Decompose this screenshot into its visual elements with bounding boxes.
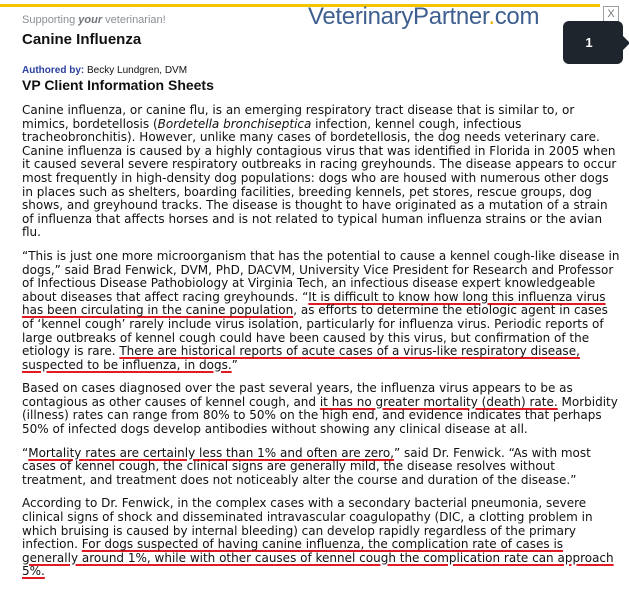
tagline-suffix: veterinarian! [102,14,166,26]
p2-text-b: , as efforts to determine the etiologic agent in cases of ‘kennel cough’ rarely include virus isolation, particularly for influenza virus. Periodic reports of large outbreaks of kennel cough could have been caused by this virus, but confirmation of the etiology is rare. [22,303,608,359]
p1-italic-species: Bordetella bronchiseptica [157,116,312,131]
site-header [0,0,629,30]
page-number-badge [563,21,623,64]
p2-text-a: “This is just one more microorganism that has the potential to cause a kennel cough-like disease in dogs,” said Brad Fenwick, DVM, PhD, DACVM, University Vice President for Research and Professor of Infectious Disease Pathobiology at Virginia Tech, an infectious disease expert knowledgeable about diseases that affect racing greyhounds. “ [22,248,620,304]
p2-text-c: ” [231,357,238,372]
paragraph-3 [22,382,622,436]
paragraph-4 [22,447,622,488]
author-label: Authored by: [22,65,85,76]
brand-name: VeterinaryPartner [308,3,489,30]
p5-highlight: For dogs suspected of having canine influenza, the complication rate of cases is generally around 1%, while with other causes of kennel cough the complication rate can approach 5%. [22,537,614,579]
p2-highlight-1: It is difficult to know how long this influenza virus has been circulating in the canine population [22,289,606,318]
brand-tld: com [494,3,540,30]
brand-dot: . [488,3,495,30]
p5-text-a: According to Dr. Fenwick, in the complex cases with a secondary bacterial pneumonia, severe clinical signs of shock and disseminated intravascular coagulopathy (DIC, a clotting problem in which bruising is caused by internal bleeding) can develop rapidly regardless of the primary infection. [22,496,593,552]
p4-text-b: ” said Dr. Fenwick. “As with most cases of kennel cough, the clinical signs are generally mild, the disease resolves without treatment, and treatment does not noticeably alter the course and duration of the disease.” [22,445,591,487]
tagline-prefix: Supporting [22,14,79,26]
tagline-emphasis: your [78,14,103,26]
p1-text-b: infection, kennel cough, infectious tracheobronchitis). However, unlike many cases of bordetellosis, the dog needs veterinary care. Canine influenza is caused by a highly contagious virus that was identified in Florida in 2005 when it caused several severe respiratory outbreaks in racing greyhounds. The disease appears to occur most frequently in high-density dog populations: dogs who are housed with numerous other dogs in places such as shelters, boarding facilities, breeding kennels, pet stores, rescue groups, dog shows, and greyhound tracks. The disease is thought to have originated as a mutation of a strain of influenza that affects horses and is not related to typical human influenza strains or the avian flu. [22,116,617,240]
article-title: Canine Influenza [22,31,142,48]
close-button[interactable]: X [603,6,619,22]
p2-highlight-2: There are historical reports of acute cases of a virus-like respiratory disease, suspected to be influenza, in dogs. [22,344,580,372]
paragraph-5 [22,497,622,579]
site-tagline [22,14,166,26]
p4-highlight: Mortality rates are certainly less than 1% and often are zero, [28,445,394,460]
page-number: 1 [585,35,593,50]
article-subtitle: VP Client Information Sheets [22,77,214,93]
p3-text-b: Morbidity (illness) rates can range from 80% to 50% on the high end, and evidence indicates that perhaps 50% of infected dogs develop antibodies without showing any clinical disease at all. [22,394,618,437]
p3-highlight: it has no greater mortality (death) rate. [319,394,558,409]
author-name: Becky Lundgren, DVM [87,65,188,76]
author-line [22,65,187,76]
paragraph-1 [22,104,622,240]
p1-text-a: Canine influenza, or canine flu, is an emerging respiratory tract disease that is similar to, or mimics, bordetellosis ( [22,103,575,131]
article-body [22,104,622,589]
p3-text-a: Based on cases diagnosed over the past several years, the influenza virus appears to be as contagious as other causes of kennel cough, and [22,381,573,409]
paragraph-2 [22,250,622,372]
site-logo[interactable] [308,3,539,31]
p4-text-a: “ [22,445,29,460]
